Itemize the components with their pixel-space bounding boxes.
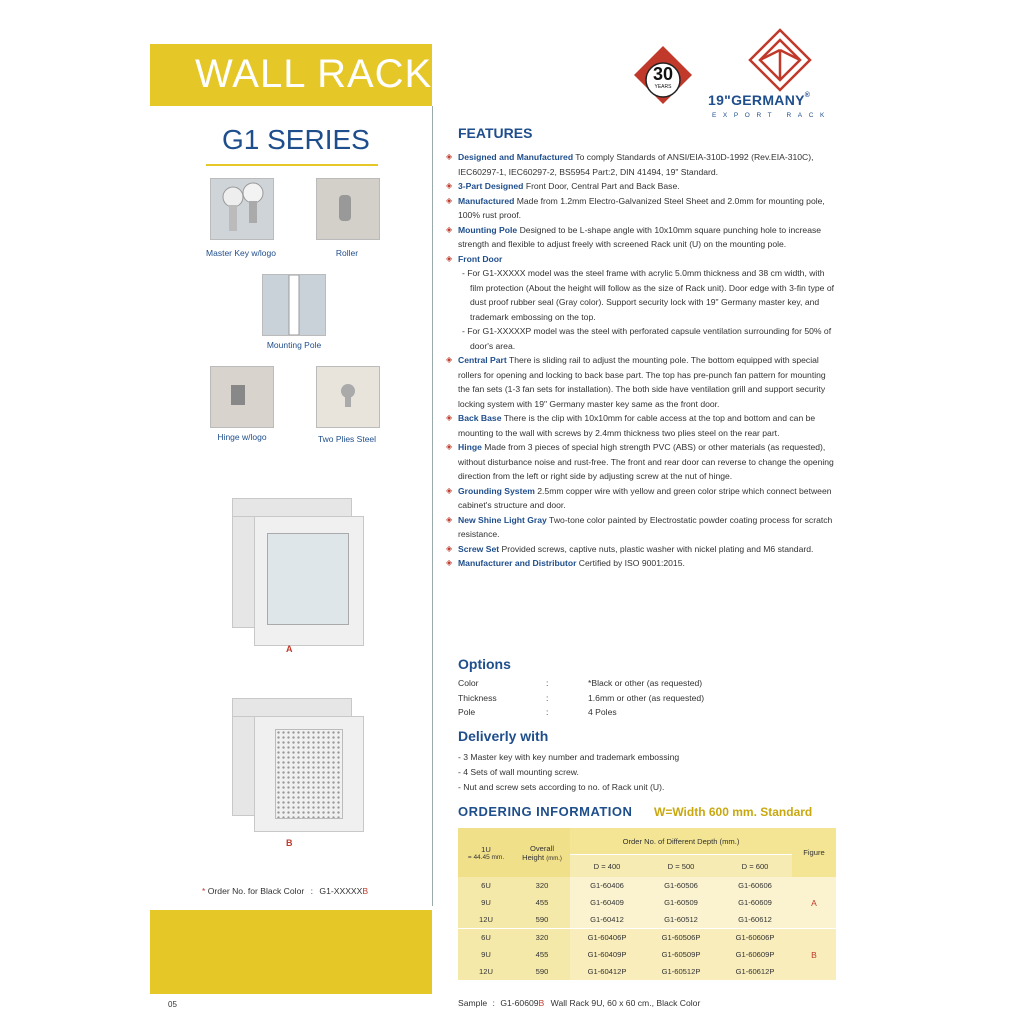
table-row (458, 894, 836, 911)
ordering-table (458, 828, 836, 980)
sample-label: Sample (458, 998, 488, 1008)
cell-figure (792, 963, 836, 980)
cell-order-no: G1-60609P (735, 950, 775, 959)
cell-order-no: G1-60609 (738, 898, 772, 907)
cell-order-no: G1-60509 (664, 898, 698, 907)
cell-order-no: G1-60506P (661, 933, 701, 942)
feature-text: Made from 3 pieces of special high strength PVC (ABS) or other materials (as requested), without disturbance noise and rust-free. The front and rear door can reverse to change the opening direction from the left or right side by adjusting screw at the nut of hinge. (458, 442, 834, 481)
feature-key: Manufacturer and Distributor (458, 558, 577, 568)
header-u-label: 1U (481, 844, 491, 854)
page-title: WALL RACK (195, 52, 433, 96)
feature-item (446, 411, 838, 440)
sample-note (458, 998, 700, 1008)
options-heading: Options (458, 656, 511, 672)
brand-name (708, 92, 810, 108)
option-label: Color (458, 678, 479, 688)
cell-u: 12U (458, 963, 514, 980)
series-divider (206, 164, 378, 166)
cell-order-no: G1-60606P (735, 933, 775, 942)
feature-text: Two-tone color painted by Electrostatic powder coating process for scratch resistance. (458, 514, 833, 539)
hinge-icon (211, 367, 273, 427)
header-u-sub: = 44.45 mm. (467, 853, 505, 861)
bottom-band (150, 910, 432, 994)
roller-image (316, 178, 380, 240)
page-number: 05 (168, 1000, 177, 1009)
mounting-pole-caption: Mounting Pole (266, 340, 322, 350)
feature-item (446, 556, 838, 571)
option-label: Thickness (458, 692, 497, 703)
feature-key: Mounting Pole (458, 224, 518, 235)
brand-text: 19"GERMANY (708, 92, 805, 108)
roller-icon (317, 179, 379, 239)
black-order-code: G1-XXXXX (319, 886, 363, 896)
black-order-suffix: B (362, 886, 369, 896)
logo-years-label: YEARS (654, 84, 672, 90)
cell-height: 320 (514, 877, 570, 894)
cell-order-no: G1-60409 (590, 898, 624, 907)
feature-item (446, 353, 838, 411)
option-row (458, 678, 838, 693)
header-height-label2: Height (522, 852, 545, 862)
header-height (514, 828, 570, 877)
figure-a-label: A (286, 644, 293, 654)
feature-text: To comply Standards of ANSI/EIA-310D-1992 (Rev.EIA-310C), IEC60297-1, IEC60297-2, BS5954 Part:2, DIN 41494, 19" Standard. (458, 152, 814, 177)
feature-text: Certified by ISO 9001:2015. (576, 558, 685, 568)
option-sep: : (546, 707, 549, 717)
feature-key: Hinge (458, 442, 482, 452)
cell-u: 9U (458, 894, 514, 911)
key-icon (211, 179, 273, 239)
header-figure: Figure (792, 828, 836, 877)
mounting-pole-image (262, 274, 326, 336)
cell-order-no: G1-60512P (661, 967, 701, 976)
keyhole-icon (317, 367, 379, 427)
cell-height: 320 (514, 929, 570, 947)
depth-header: D = 600 (741, 861, 769, 871)
cell-figure (792, 929, 836, 947)
hinge-caption: Hinge w/logo (217, 432, 267, 442)
figure-b-label: B (286, 838, 293, 848)
delivery-list (458, 750, 679, 795)
cell-height: 590 (514, 963, 570, 980)
table-header-row (458, 828, 836, 855)
delivery-heading: Deliverly with (458, 728, 549, 744)
black-order-sep: : (310, 886, 314, 896)
feature-text: Made from 1.2mm Electro-Galvanized Steel Sheet and 2.0mm for mounting pole, 100% rust proof. (458, 195, 825, 220)
master-key-caption: Master Key w/logo (206, 248, 276, 258)
sample-code: G1-60609 (500, 998, 539, 1008)
front-door-detail: - For G1-XXXXX model was the steel frame with acrylic 5.0mm thickness and 38 cm width, with film protection (About the height will follow as the size of Rack unit). Door edge with 3-fin type of dust proof rubber seal (Gray color). Support security lock with 19" Germany master key, and trademark embossing on the top. (462, 268, 834, 322)
cell-figure (792, 911, 836, 929)
cell-order-no: G1-60412 (590, 915, 624, 924)
header-height-unit: (mm.) (546, 855, 562, 862)
roller-caption: Roller (335, 248, 359, 258)
ordering-table-wrap (458, 828, 836, 980)
cell-u: 6U (458, 929, 514, 947)
feature-item (446, 484, 838, 513)
feature-item (446, 223, 838, 252)
option-row (458, 707, 838, 722)
cell-figure (792, 877, 836, 894)
cell-height: 455 (514, 946, 570, 963)
cell-order-no: G1-60612P (735, 967, 775, 976)
feature-item (446, 513, 838, 542)
front-door-detail: - For G1-XXXXXP model was the steel with perforated capsule ventilation surrounding for 50% of door's area. (462, 326, 832, 351)
option-value: 4 Poles (588, 707, 617, 717)
table-row (458, 877, 836, 894)
cell-u: 12U (458, 911, 514, 929)
cell-order-no: G1-60509P (661, 950, 701, 959)
feature-key: Grounding System (458, 485, 535, 496)
feature-key: Front Door (458, 253, 503, 264)
option-sep: : (546, 692, 549, 703)
brand-tagline: EXPORT RACK (712, 112, 831, 119)
cell-u: 6U (458, 877, 514, 894)
option-row (458, 693, 838, 708)
cell-order-no: G1-60409P (587, 950, 627, 959)
feature-item (446, 542, 838, 557)
feature-text: 2.5mm copper wire with yellow and green color stripe which connect between cabinet's structure and door. (458, 485, 832, 510)
feature-text: Front Door, Central Part and Back Base. (523, 181, 680, 191)
rack-b-door (254, 716, 364, 832)
option-value: 1.6mm or other (as requested) (588, 692, 705, 703)
asterisk: * (202, 886, 206, 896)
feature-item (446, 150, 838, 179)
feature-text: Provided screws, captive nuts, plastic washer with nickel plating and M6 standard. (499, 543, 814, 554)
column-divider (432, 106, 433, 906)
table-row (458, 911, 836, 929)
feature-key: Screw Set (458, 543, 500, 554)
feature-text: Designed to be L-shape angle with 10x10mm square punching hole to increase strength and flexible to adjust freely with screened Rack unit (U) on the mounting pole. (458, 224, 822, 249)
feature-text: There is the clip with 10x10mm for cable access at the top and bottom and can be mounting to the wall with screws by 2.4mm thickness two plies steel on the rear part. (458, 413, 816, 438)
black-order-label: Order No. for Black Color (207, 886, 305, 896)
cell-height: 455 (514, 894, 570, 911)
two-plies-image (316, 366, 380, 428)
cell-order-no: G1-60406 (590, 881, 624, 890)
feature-item (446, 194, 838, 223)
options-list (458, 678, 838, 722)
features-heading: FEATURES (458, 125, 533, 141)
mounting-pole-icon (263, 275, 325, 335)
option-label: Pole (458, 707, 476, 717)
ordering-standard: W=Width 600 mm. Standard (654, 805, 813, 819)
cell-order-no: G1-60512 (664, 915, 698, 924)
feature-key: Manufactured (458, 195, 515, 206)
feature-item (446, 440, 838, 484)
sample-suffix: B (538, 998, 545, 1008)
black-order-note (202, 886, 368, 896)
table-row (458, 963, 836, 980)
cube-logo (748, 28, 812, 92)
table-row (458, 929, 836, 947)
ordering-heading: ORDERING INFORMATION (458, 804, 633, 819)
rack-b-image (232, 698, 362, 830)
cell-order-no: G1-60612 (738, 915, 772, 924)
rack-a-image (232, 498, 362, 644)
feature-key: Central Part (458, 355, 507, 365)
delivery-item: - Nut and screw sets according to no. of Rack unit (U). (458, 782, 665, 792)
cell-order-no: G1-60606 (738, 881, 772, 890)
cell-height: 590 (514, 911, 570, 929)
cell-order-no: G1-60412P (587, 967, 627, 976)
feature-item (446, 252, 838, 267)
sample-sep: : (492, 998, 495, 1008)
cube-logo-icon (748, 28, 812, 92)
feature-text: There is sliding rail to adjust the mounting pole. The bottom equipped with special rollers for opening and locking to back base part. The top has pre-punch fan pattern for mounting the fan sets (1-3 fan sets for installation). The both side have ventilation grill and support security locking system with 19" Germany master key same as the front door. (458, 355, 826, 409)
hinge-image (210, 366, 274, 428)
feature-key: New Shine Light Gray (458, 514, 547, 525)
brand-mark: ® (804, 92, 811, 99)
two-plies-caption: Two Plies Steel (317, 434, 377, 444)
feature-key: 3-Part Designed (458, 181, 524, 191)
header-order: Order No. of Different Depth (mm.) (570, 828, 792, 855)
cell-order-no: G1-60506 (664, 881, 698, 890)
depth-header: D = 500 (667, 861, 695, 871)
header-height-label: Overall (529, 843, 555, 853)
feature-key: Back Base (458, 413, 502, 423)
header-u (458, 828, 514, 877)
cell-order-no: G1-60406P (587, 933, 627, 942)
option-value: *Black or other (as requested) (588, 678, 703, 688)
features-list (446, 150, 838, 571)
feature-item (446, 179, 838, 194)
cell-figure: A (811, 897, 817, 908)
logo-years: 30 (652, 64, 674, 84)
table-row (458, 946, 836, 963)
series-title: G1 SERIES (222, 124, 370, 155)
cell-u: 9U (458, 946, 514, 963)
depth-header: D = 400 (593, 861, 621, 871)
delivery-item: - 3 Master key with key number and trademark embossing (458, 752, 680, 762)
delivery-item: - 4 Sets of wall mounting screw. (458, 767, 579, 777)
ordering-body (458, 877, 836, 980)
sample-desc: Wall Rack 9U, 60 x 60 cm., Black Color (550, 998, 701, 1008)
rack-a-door (254, 516, 364, 646)
feature-key: Designed and Manufactured (458, 152, 574, 162)
master-key-image (210, 178, 274, 240)
option-sep: : (546, 678, 549, 688)
cell-figure: B (811, 949, 817, 960)
30-years-logo (632, 44, 694, 120)
